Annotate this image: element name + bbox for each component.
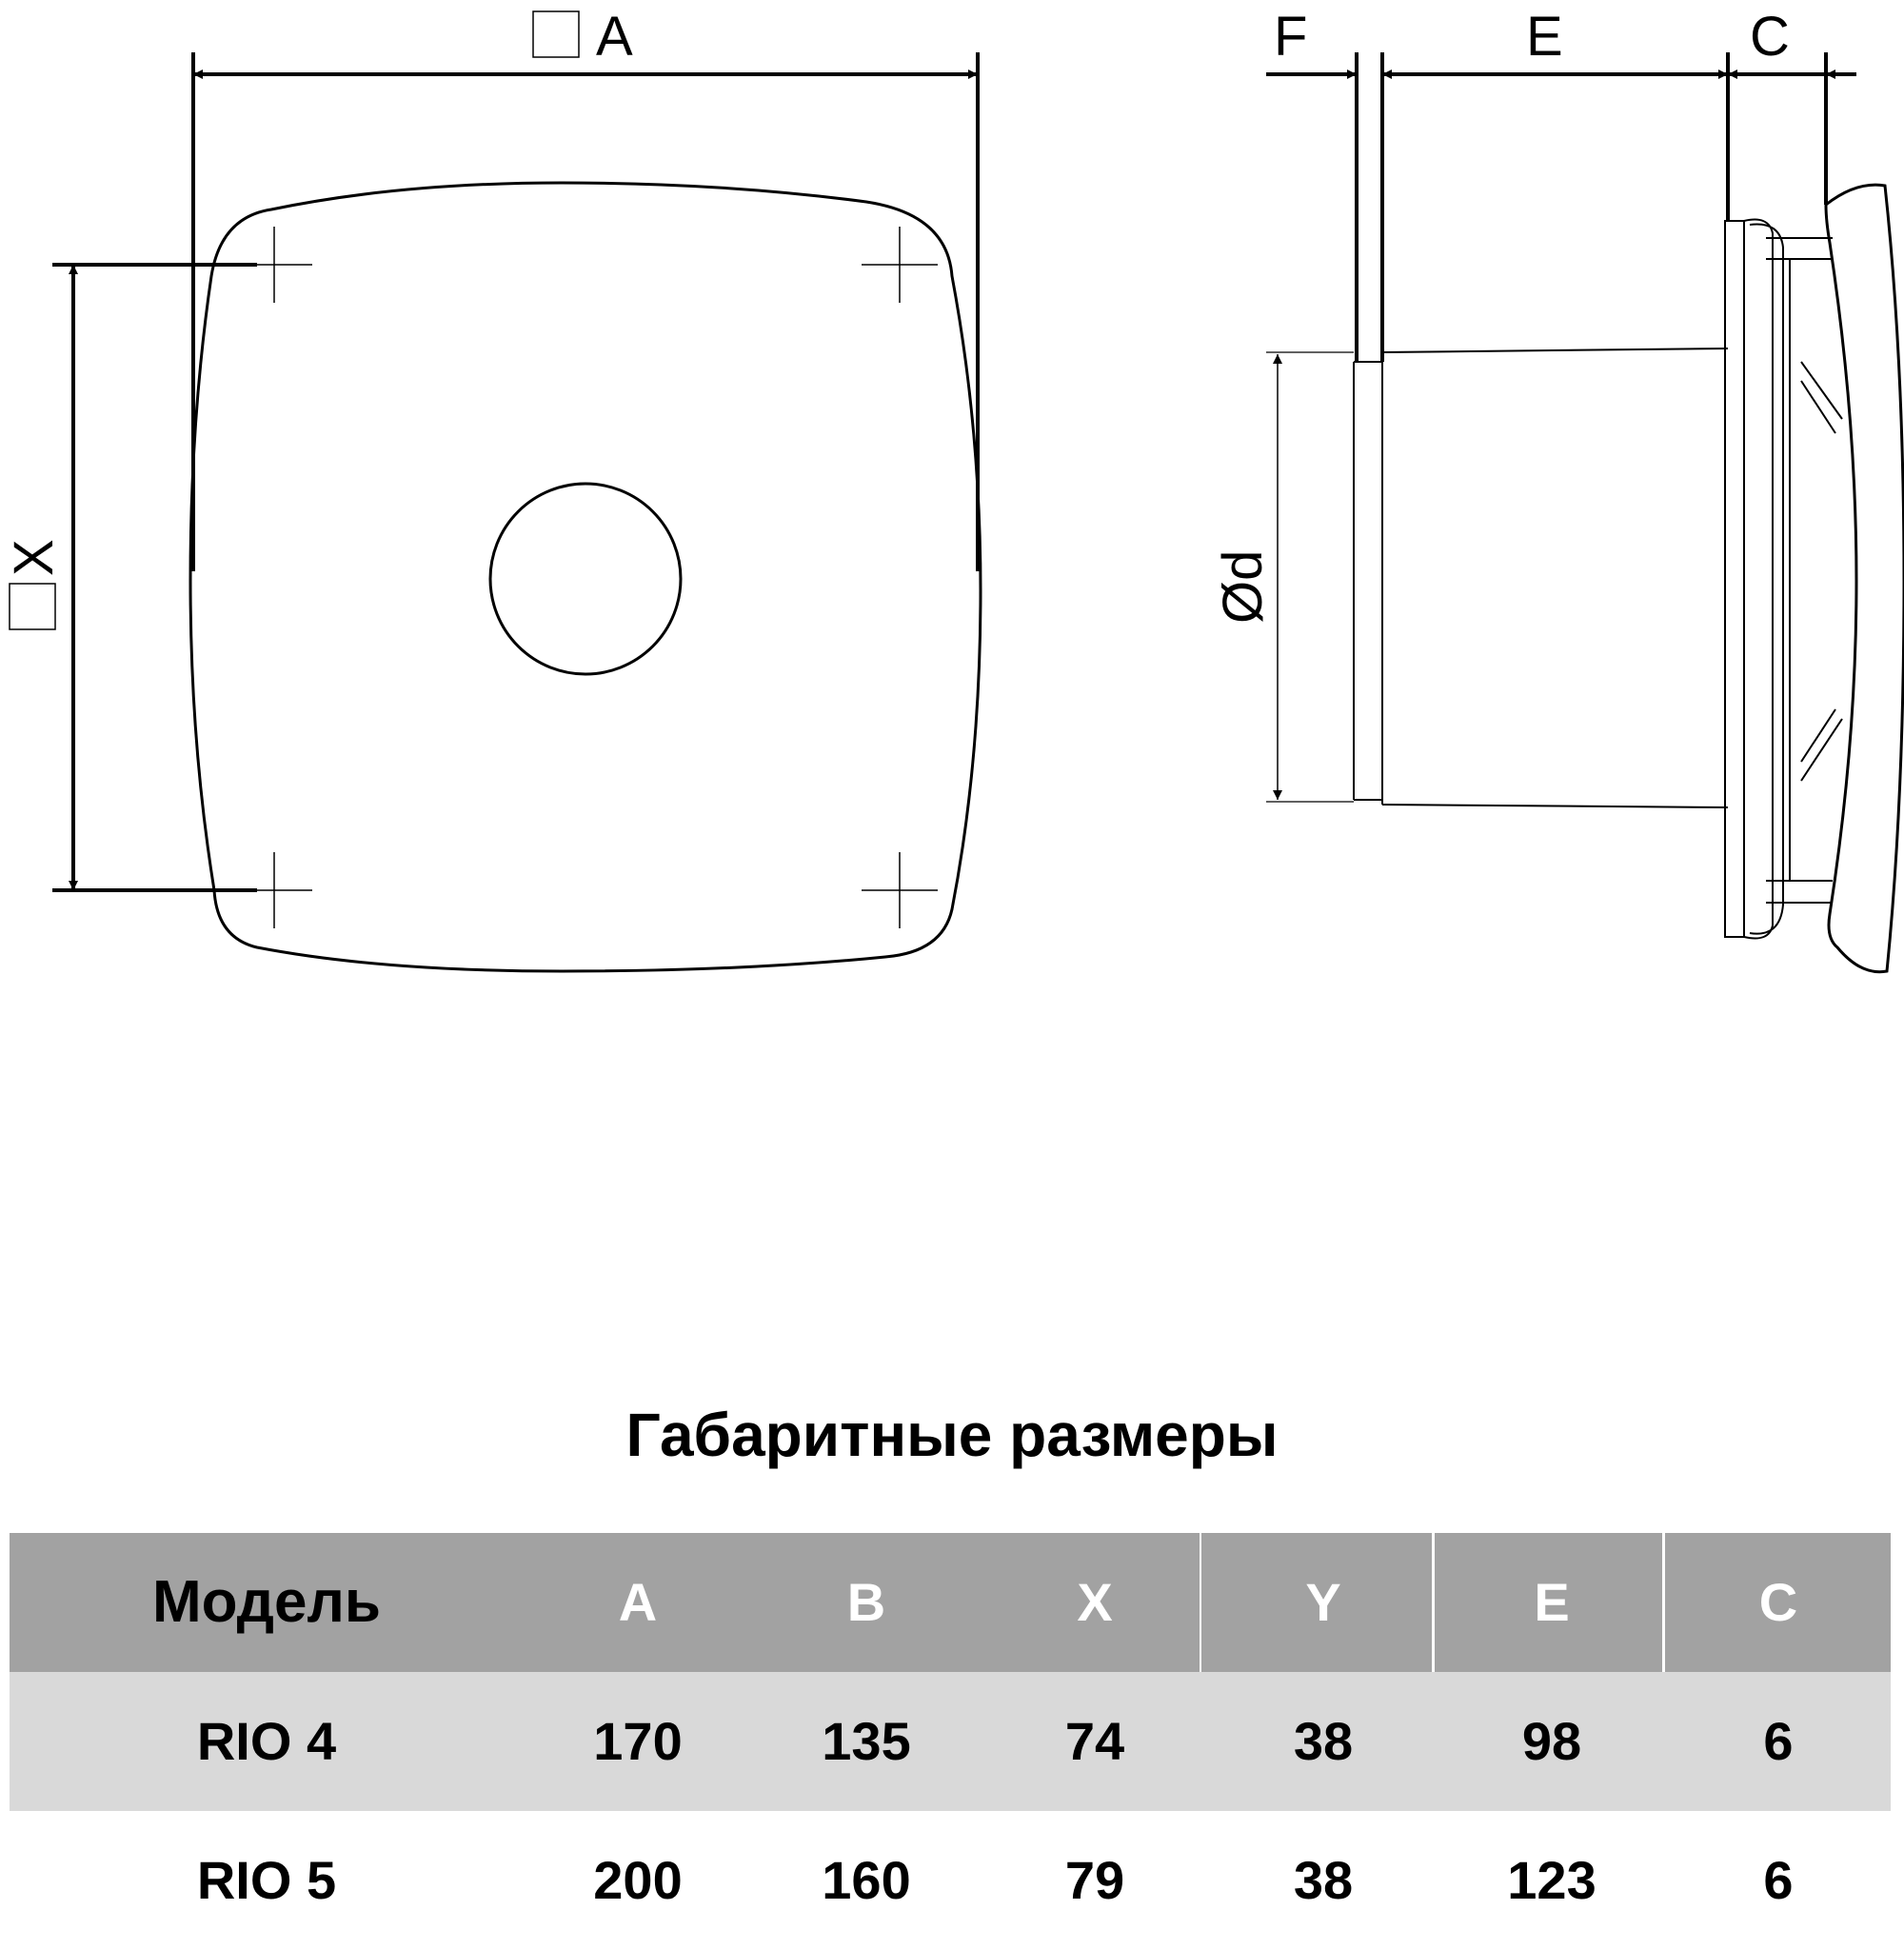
dimension-a xyxy=(193,11,978,571)
cell-y: 38 xyxy=(1293,1711,1354,1771)
header-c: C xyxy=(1758,1572,1798,1632)
mounting-hole-marks xyxy=(236,227,938,928)
header-b: B xyxy=(846,1572,886,1632)
dimension-e-label: E xyxy=(1526,6,1563,68)
header-e: E xyxy=(1534,1572,1570,1632)
cell-model: RIO 5 xyxy=(196,1850,337,1910)
header-model: Модель xyxy=(151,1569,382,1635)
cell-x: 79 xyxy=(1064,1850,1125,1910)
cell-e: 123 xyxy=(1507,1850,1597,1910)
cell-b: 135 xyxy=(822,1711,911,1771)
dimensions-table xyxy=(10,1533,1891,1950)
cell-b: 160 xyxy=(822,1850,911,1910)
dimension-d xyxy=(1266,352,1354,802)
cell-model: RIO 4 xyxy=(196,1711,337,1771)
header-y: Y xyxy=(1305,1572,1341,1632)
dimension-f-label: F xyxy=(1274,6,1308,68)
table-header-row xyxy=(10,1533,1891,1672)
front-panel-outline xyxy=(190,183,981,971)
cell-a: 200 xyxy=(593,1850,683,1910)
dimension-d-label: Ød xyxy=(1212,549,1274,624)
dimension-a-label: A xyxy=(596,6,633,68)
front-cover xyxy=(1826,185,1904,972)
cell-y: 38 xyxy=(1293,1850,1354,1910)
header-x: X xyxy=(1077,1572,1113,1632)
table-row xyxy=(10,1672,1891,1811)
page-title: Габаритные размеры xyxy=(625,1401,1279,1469)
dimension-x-label: X xyxy=(3,539,65,576)
fan-housing xyxy=(1725,220,1842,939)
front-view xyxy=(10,11,981,971)
center-hole xyxy=(490,484,681,674)
cell-x: 74 xyxy=(1064,1711,1125,1771)
side-view xyxy=(1266,52,1904,972)
table-row xyxy=(10,1811,1891,1950)
dimension-x xyxy=(10,265,257,890)
duct xyxy=(1354,348,1728,807)
header-a: A xyxy=(618,1572,658,1632)
dimension-c-label: C xyxy=(1750,6,1790,68)
cell-e: 98 xyxy=(1521,1711,1582,1771)
cell-a: 170 xyxy=(593,1711,683,1771)
cell-c: 6 xyxy=(1763,1850,1794,1910)
cell-c: 6 xyxy=(1763,1711,1794,1771)
